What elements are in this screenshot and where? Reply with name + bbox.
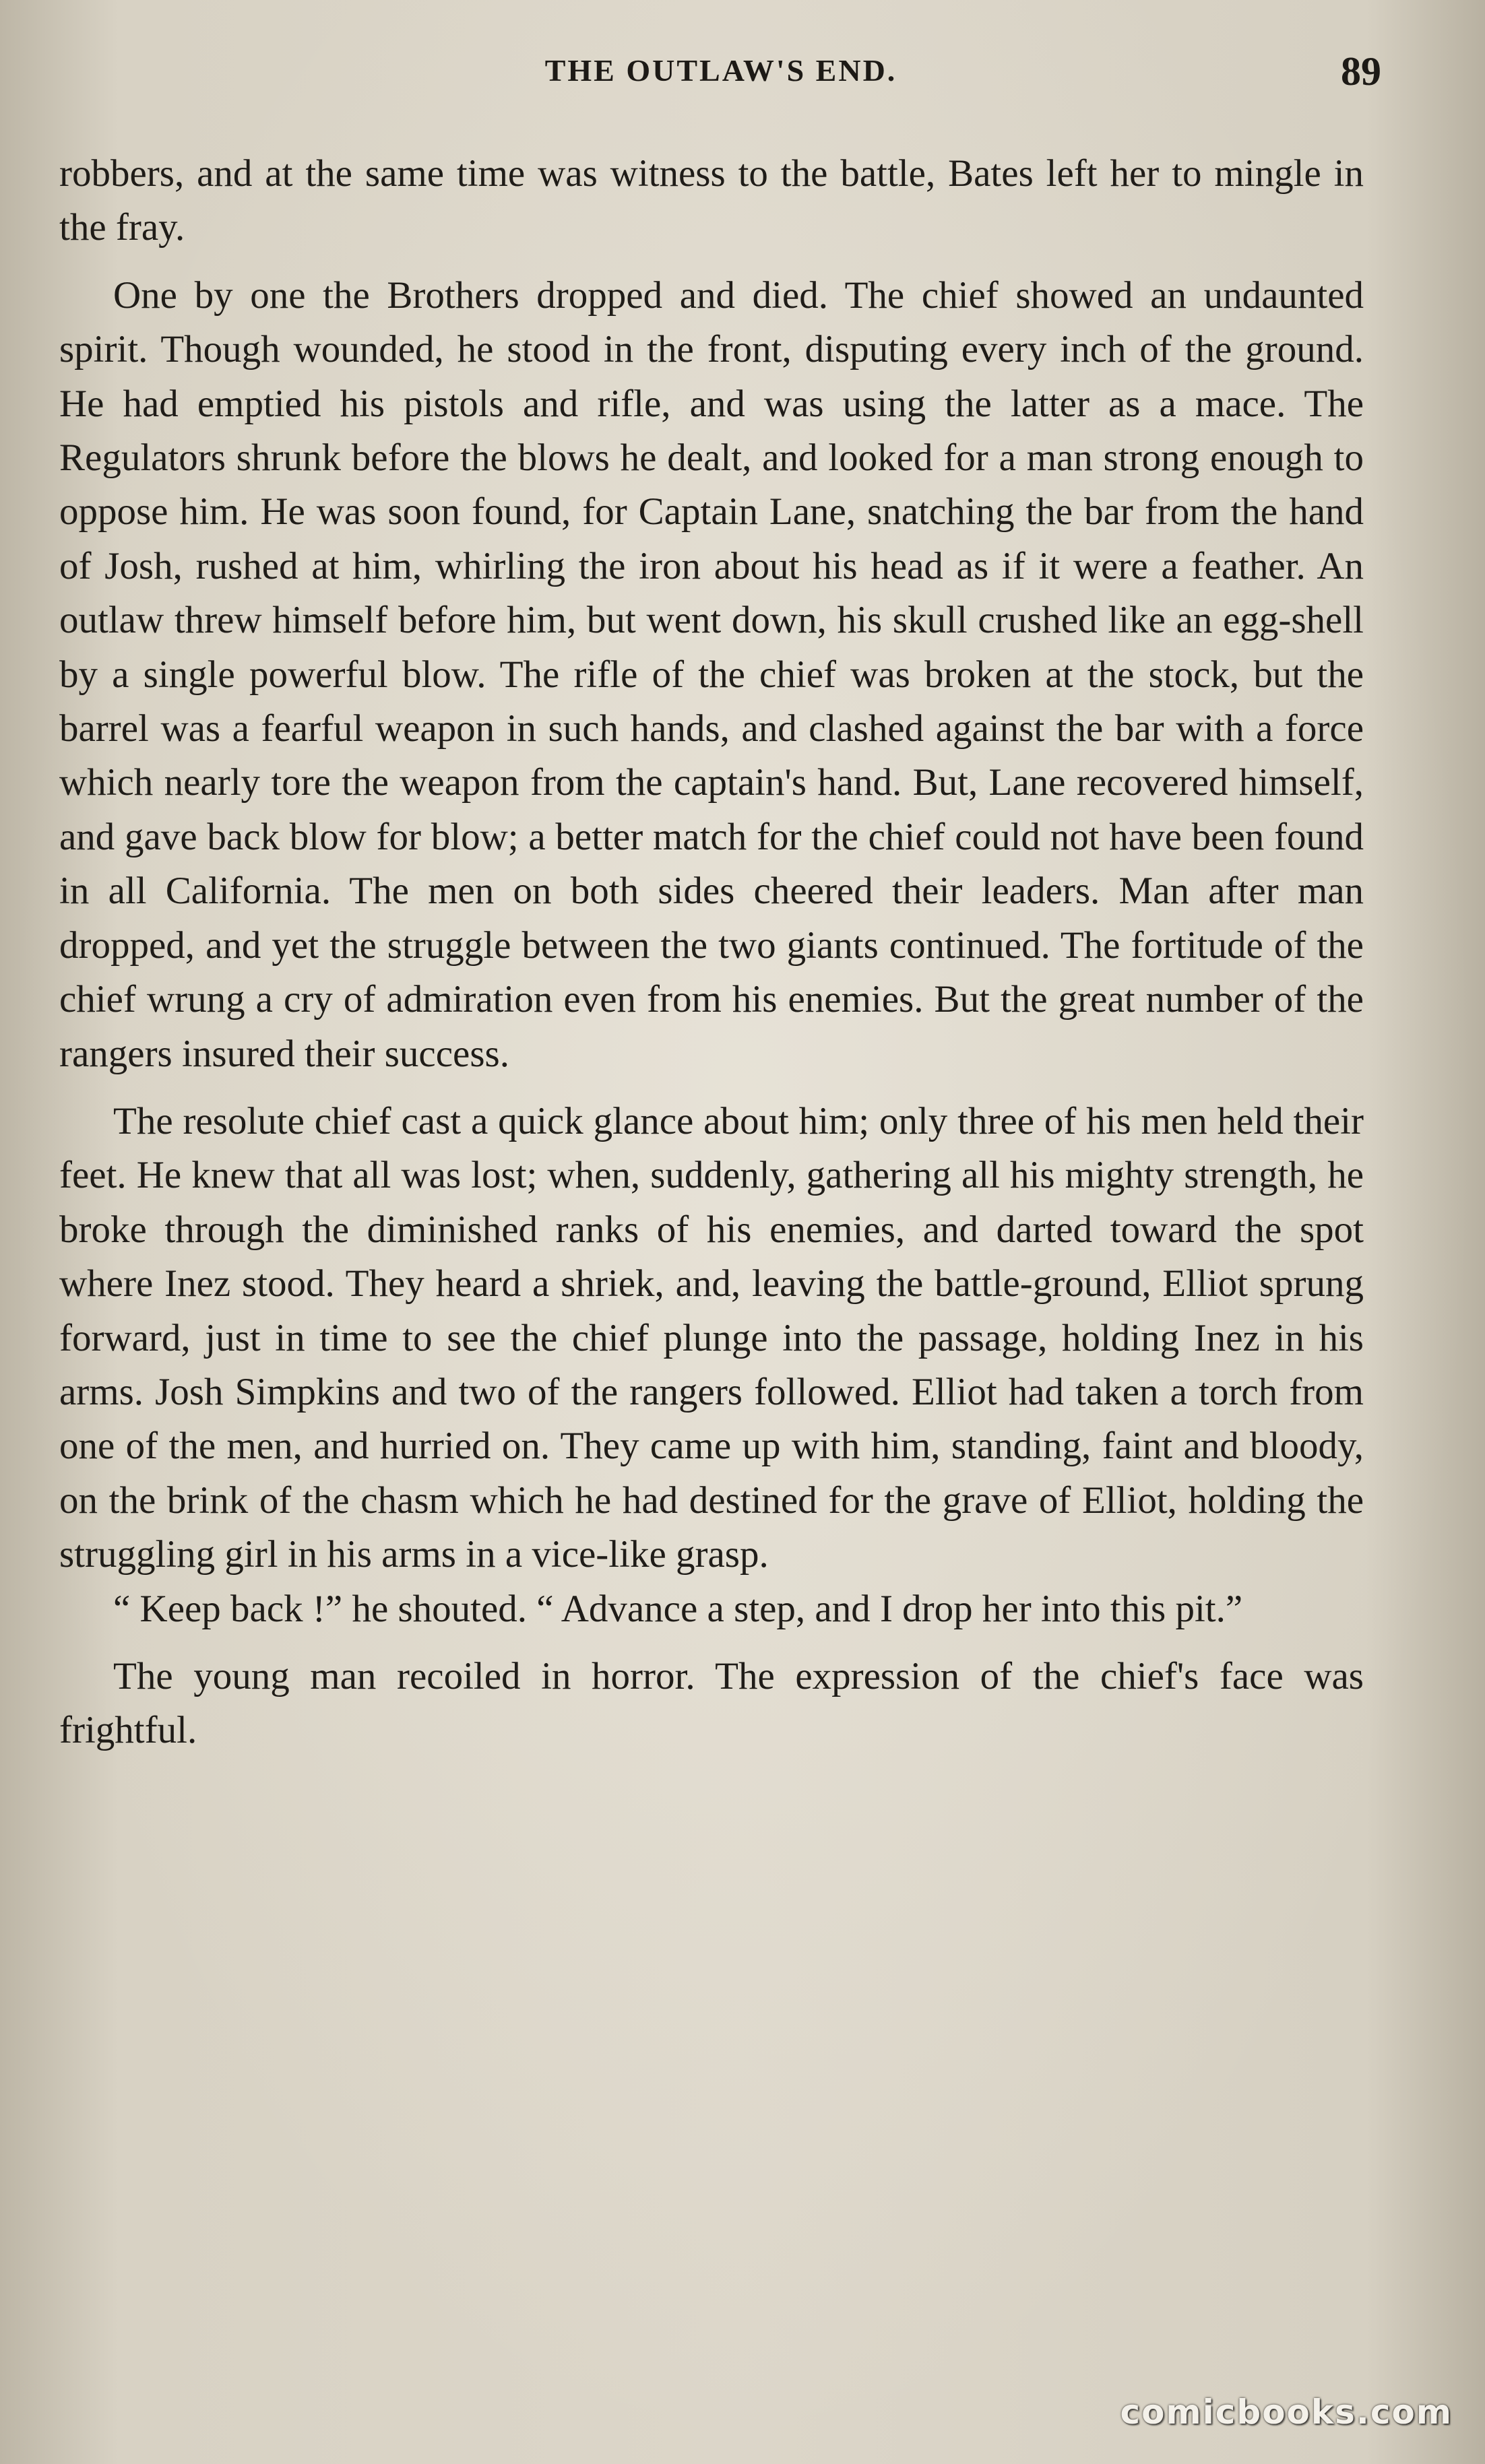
- page-header: [61, 48, 1381, 102]
- body-text: [59, 147, 1364, 1758]
- running-head: THE OUTLAW'S END.: [544, 53, 897, 88]
- watermark: comicbooks.com: [1120, 2393, 1453, 2432]
- paragraph-2: One by one the Brothers dropped and died. The chief showed an undaunted spirit. Though wounded, he stood in the front, disputing every inch of the ground. He had emptied his pistols and rifle, and was using the latter as a mace. The Regulators shrunk before the blows he dealt, and looked for a man strong enough to oppose him. He was soon found, for Captain Lane, snatching the bar from the hand of Josh, rushed at him, whirling the iron about his head as if it were a feather. An outlaw threw himself before him, but went down, his skull crushed like an egg-shell by a single powerful blow. The rifle of the chief was broken at the stock, but the barrel was a fearful weapon in such hands, and clashed against the bar with a force which nearly tore the weapon from the captain's hand. But, Lane recovered himself, and gave back blow for blow; a better match for the chief could not have been found in all California. The men on both sides cheered their leaders. Man after man dropped, and yet the struggle between the two giants continued. The fortitude of the chief wrung a cry of admiration even from his enemies. But the great number of the rangers insured their success.: [59, 273, 1364, 1075]
- page-number: 89: [1341, 49, 1381, 94]
- paragraph-4: “ Keep back !” he shouted. “ Advance a step, and I drop her into this pit.”: [113, 1587, 1243, 1630]
- paragraph-5: The young man recoiled in horror. The expression of the chief's face was frightful.: [59, 1654, 1364, 1752]
- paragraph-3: The resolute chief cast a quick glance about him; only three of his men held their feet. He knew that all was lost; when, suddenly, gathering all his mighty strength, he broke through the diminished ranks of his enemies, and darted toward the spot where Inez stood. They heard a shriek, and, leaving the battle-ground, Elliot sprung forward, just in time to see the chief plunge into the passage, holding Inez in his arms. Josh Simpkins and two of the rangers followed. Elliot had taken a torch from one of the men, and hurried on. They came up with him, standing, faint and bloody, on the brink of the chasm which he had destined for the grave of Elliot, holding the struggling girl in his arms in a vice-like grasp.: [59, 1099, 1364, 1576]
- paragraph-1: robbers, and at the same time was witness to the battle, Bates left her to mingle in the fray.: [59, 152, 1364, 249]
